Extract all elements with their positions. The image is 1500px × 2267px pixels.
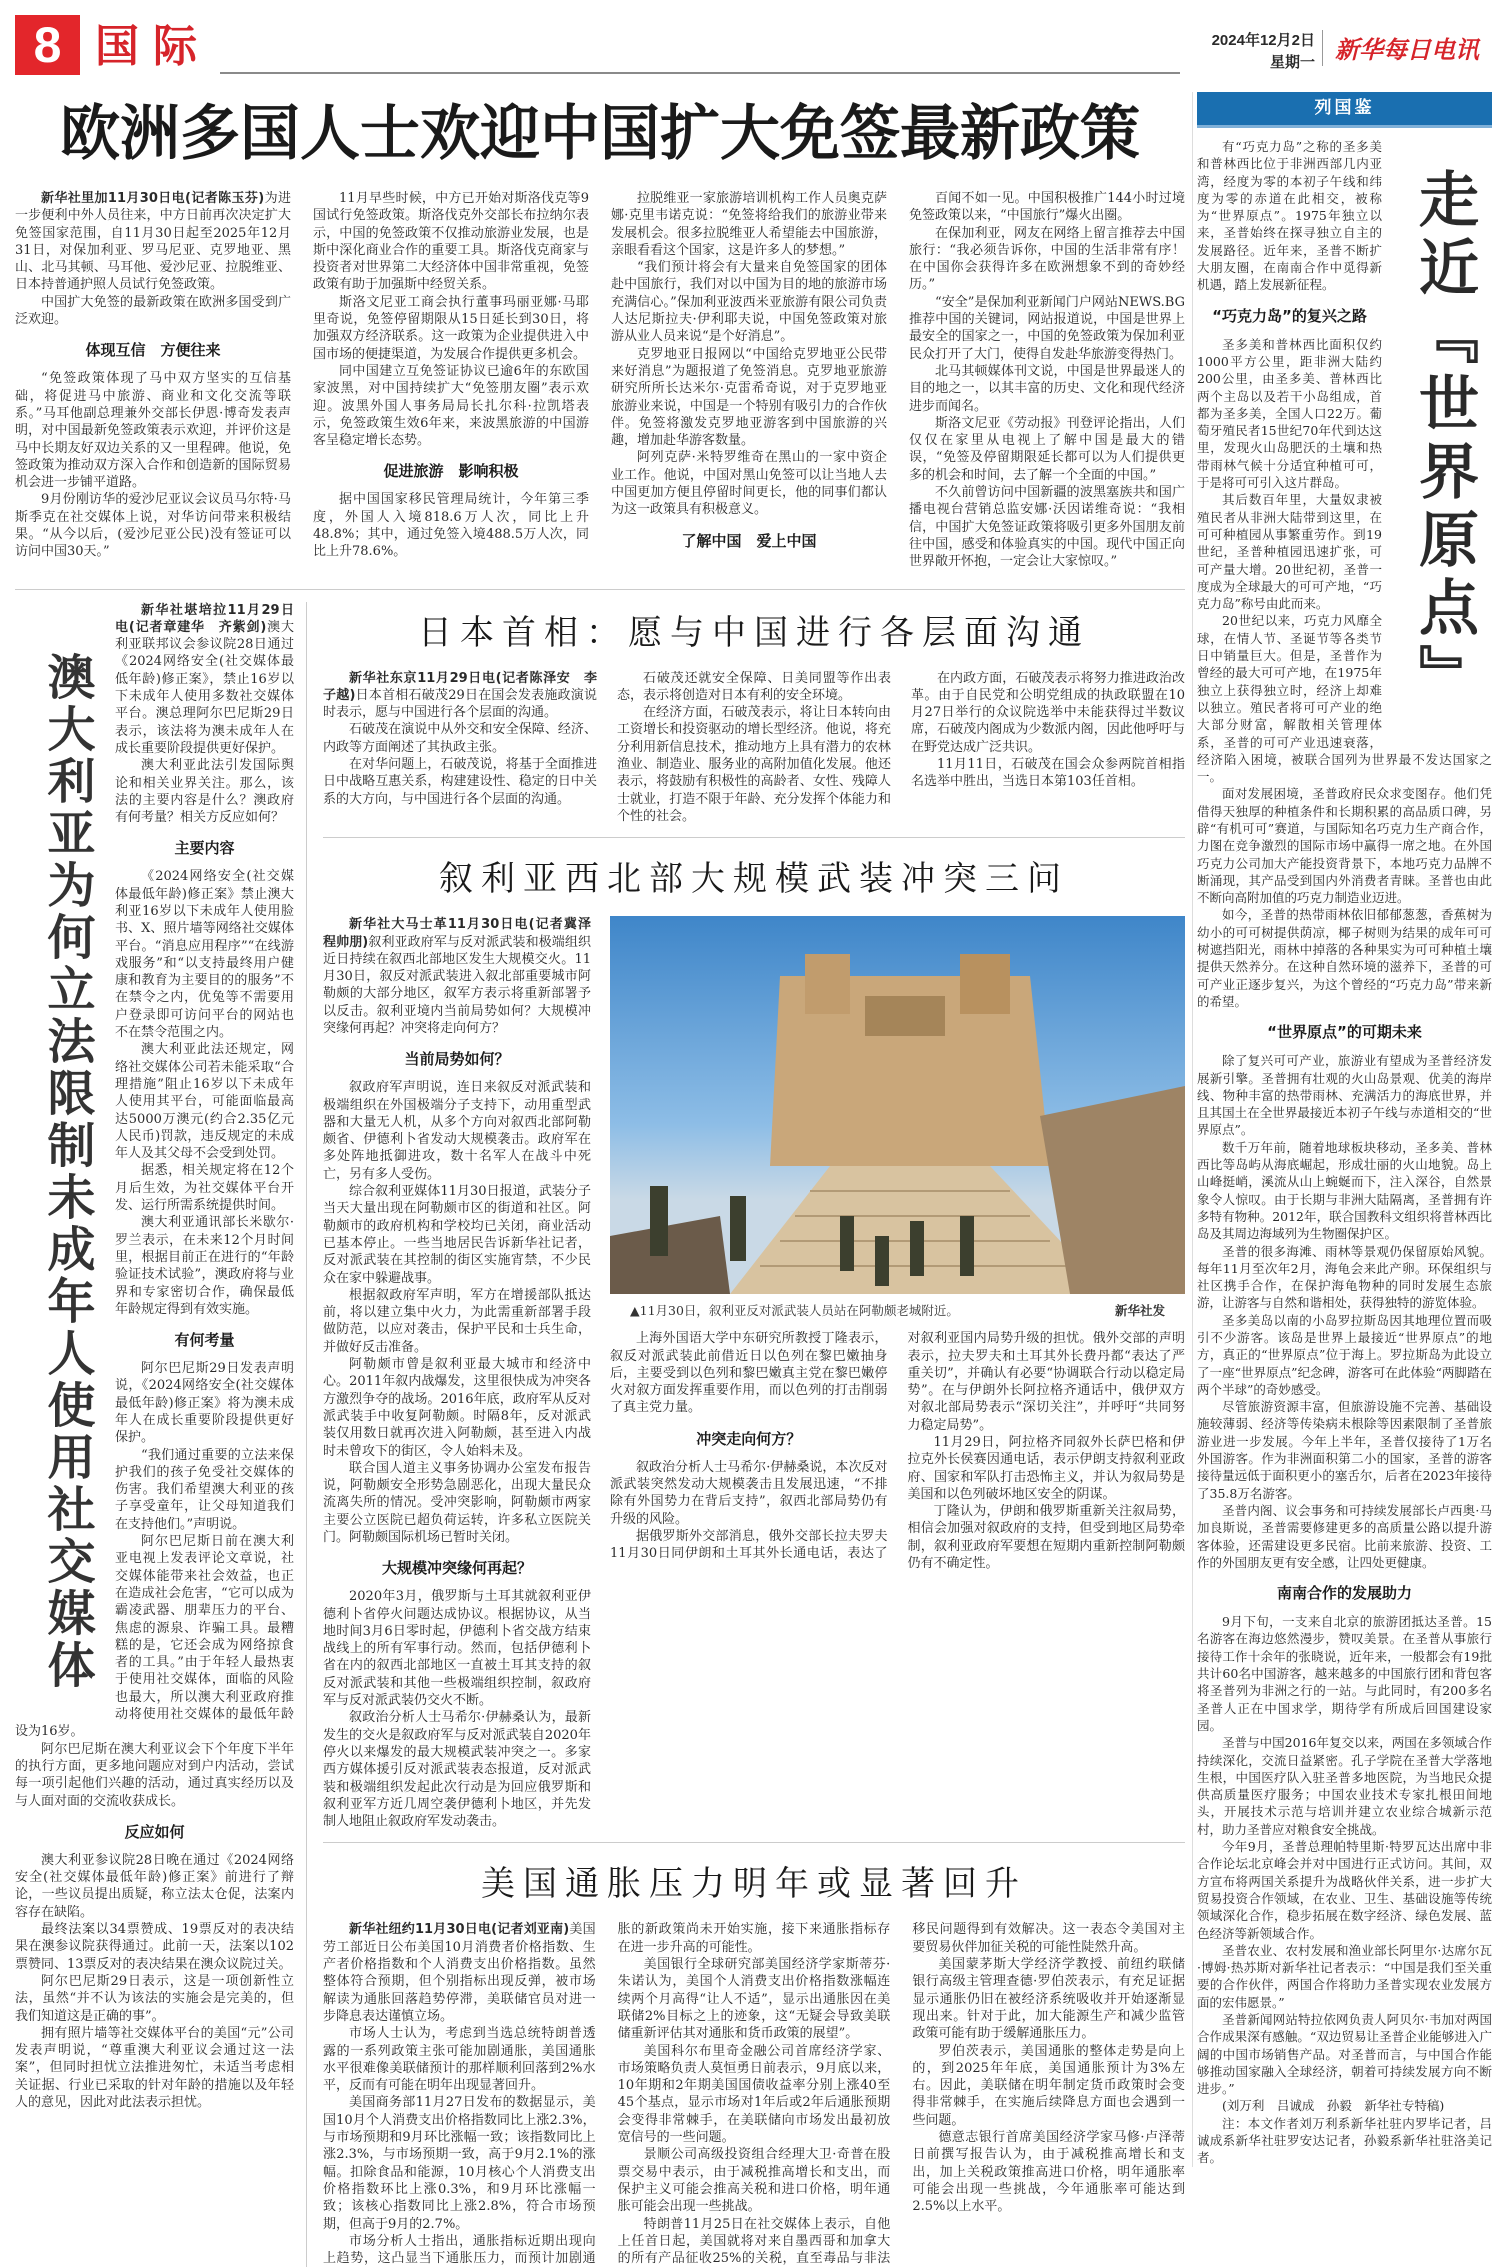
subheading: 冲突走向何方？ — [696, 1429, 802, 1448]
paragraph-text: 罗伯茨表示，美国通胀的整体走势是向上的，到2025年年底，美国通胀预计为3%左右。因此，美联储在明年制定货币政策时会变得非常棘手，在实施后续降息方面也会遇到一些问题。 — [912, 2043, 1185, 2128]
photo-illustration — [610, 916, 1185, 1294]
paragraph — [909, 363, 1185, 415]
paragraph — [1197, 906, 1492, 1010]
paragraph-text: 美国商务部11月27日发布的数据显示，美国10月个人消费支出价格指数同比上涨2.3%，与市场预期和9月环比涨幅一致；该指数同比上涨2.3%，与市场预期一致，高于9月2.1%的涨幅。扣除食品和能源，10月核心个人消费支出价格指数环比上涨0.3%，和9月环比涨幅一致；该核心指数同比上涨2.8%，符合市场预期，但高于9月的2.7%。 — [323, 2095, 596, 2232]
section-title: 国际 — [95, 21, 211, 72]
paragraph — [618, 1956, 891, 2042]
subheading: 主要内容 — [174, 839, 235, 858]
paragraph — [15, 294, 291, 329]
paragraph — [15, 1921, 294, 1973]
syria-article-body — [323, 916, 605, 1830]
paragraph-text: 圣普内阁、议会事务和可持续发展部长卢西奥·马加良斯说，圣普需要修建更多的高质量公路以提升游客体验，还需建设更多民宿。比前来旅游、投资、工作的外国朋友更有安全感，让四处更健康。 — [1197, 1502, 1492, 1570]
paragraph-text: 美国科尔布里奇金融公司首席经济学家、市场策略负责人莫恒勇日前表示，9月底以来，10年期和2年期美国国债收益率分别上涨40至45个基点，显示市场对1年后或2年后通胀预期会变得非常棘手，在美联储向市场发出最初放宽信号的一些问题。 — [617, 2043, 891, 2146]
issue-date — [1195, 30, 1315, 74]
dateline: 新华社东京11月29日电(记者陈泽安 李子越) — [323, 670, 597, 703]
paragraph — [15, 1741, 294, 1810]
paragraph — [912, 1956, 1185, 2042]
paragraph-text: 斯洛文尼亚工商会执行董事玛丽亚娜·马耶里奇说，免签停留期限从15日延长到30日，将加强双方经济联系。这一政策为企业提供进入中国市场的便捷渠道，为发展合作提供更多机会。 — [313, 294, 589, 362]
australia-headline: 澳大利亚为何立法限制未成年人使用社交媒体 — [39, 651, 95, 1692]
paragraph-text: 阿勒颇市曾是叙利亚最大城市和经济中心。2011年叙内战爆发，这里很快成为冲突各方激烈争夺的战场。2016年底，政府军从反对派武装手中收复阿勒颇。时隔8年，反对派武装仅用数日就再次进入阿勒颇，甚至进入内战时未曾攻下的街区，令人始料未及。 — [323, 1357, 591, 1459]
europe-article-body — [15, 190, 1185, 571]
paragraph-text: 上海外国语大学中东研究所教授丁隆表示，叙反对派武装此前借近日以色列在黎巴嫩抽身后，主要受到以色列和黎巴嫩真主党在黎巴嫩停火对叙方面发挥重要作用，而以色列的打击削弱了真主党力量。 — [610, 1331, 888, 1416]
paragraph-text: 德意志银行首席美国经济学家马修·卢泽蒂日前撰写报告认为，由于减税推高增长和支出，加上关税政策推高进口价格，明年通胀率可能会出现一些挑战，今年通胀率可能达到2.5%以上水平。 — [912, 2130, 1185, 2215]
paragraph — [1197, 1312, 1492, 1398]
right-news-stack — [307, 602, 1185, 2267]
paragraph — [1197, 1734, 1492, 1838]
paragraph-text: 日本首相石破茂29日在国会发表施政演说时表示，愿与中国进行各个层面的沟通。 — [323, 687, 597, 721]
newspaper-logo: 新华每日电讯 — [1335, 35, 1479, 64]
paragraph-text: 美国劳工部近日公布美国10月消费者价格指数、生产者价格指数和个人消费支出价格指数。虽然整体符合预期，但个别指标出现反弹，被市场解读为通胀回落趋势停滞，美联储官员对进一步降息表达谨慎立场。 — [323, 1922, 596, 2024]
japan-article-body — [323, 670, 1185, 839]
paragraph — [323, 721, 597, 756]
paragraph — [610, 1459, 888, 1528]
feature-column — [1192, 92, 1492, 2167]
date-text: 2024年12月2日 — [1211, 32, 1315, 49]
paragraph — [1197, 785, 1492, 906]
feature-article — [1197, 138, 1492, 2167]
paragraph — [617, 704, 891, 825]
paragraph-text: 9月份刚访华的爱沙尼亚议会议员马尔特·马斯季克在社交媒体上说，对华访问带来积极结果。“从今以后，(爱沙尼亚公民)没有签证可以访问中国30天。” — [15, 492, 291, 560]
paragraph-text: 不久前曾访问中国新疆的波黑塞族共和国广播电视台营销总监安娜·沃因诺维奇说：“我相信，中国扩大免签证政策将吸引更多外国朋友前往中国，感受和体验真实的中国。现代中国正向世界敞开怀抱，一定会让大家惊叹。” — [909, 485, 1185, 570]
paragraph-text: 克罗地亚日报网以“中国给克罗地亚公民带来好消息”为题报道了免签消息。克罗地亚旅游研究所所长达米尔·克雷希奇说，对于克罗地亚旅游业来说，中国是一个特别有吸引力的合作伙伴。免签将激发克罗地亚游客到中国旅游的兴趣，增加赴华游客数量。 — [611, 346, 887, 449]
paragraph — [313, 491, 589, 560]
paragraph — [313, 190, 589, 294]
paragraph — [611, 346, 887, 450]
paragraph — [1197, 1613, 1492, 1734]
paragraph-text: 有“巧克力岛”之称的圣多美和普林西比位于非洲西部几内亚湾，经度为零的本初子午线和纬度为零的赤道在此相交，被称为“世界原点”。1975年独立以来，圣普始终在探寻独立自主的发展路径。近年来，圣普不断扩大朋友圈，在南南合作中觅得新机遇，踏上发展新征程。 — [1197, 139, 1382, 293]
paragraph-text: 中国扩大免签的最新政策在欧洲多国受到广泛欢迎。 — [15, 294, 291, 328]
paragraph-text: 最终法案以34票赞成、19票反对的表决结果在澳参议院获得通过。此前一天，法案以102票赞同、13票反对的表决结果在澳众议院过关。 — [15, 1922, 294, 1972]
paragraph — [323, 1709, 591, 1830]
subheading: 反应如何 — [124, 1822, 185, 1841]
paragraph — [15, 190, 291, 294]
paragraph — [617, 670, 891, 705]
paragraph-text: 景顺公司高级投资组合经理大卫·奇普在股票交易中表示，由于减税推高增长和支出，而保护主义可能会推高关税和进口价格，明年通胀可能会出现一些挑战。 — [617, 2147, 891, 2215]
paragraph-text: 11月11日，石破茂在国会众参两院首相指名选举中胜出，当选日本第103任首相。 — [911, 757, 1185, 790]
paragraph-text: 拥有照片墙等社交媒体平台的美国“元”公司发表声明说，“尊重澳大利亚议会通过这一法案”，但同时担忧立法推进匆忙，未适当考虑相关证据、行业已采取的针对年龄的措施以及年轻人的意见，因此对此法表示担忧。 — [15, 2025, 294, 2110]
page-number: 8 — [15, 15, 80, 75]
syria-headline: 叙利亚西北部大规模武装冲突三问 — [439, 859, 1069, 900]
subheading: 大规模冲突缘何再起？ — [381, 1559, 532, 1578]
paragraph — [908, 1503, 1186, 1572]
paragraph-text: 圣多美岛以南的小岛罗拉斯岛因其地理位置而吸引不少游客。该岛是世界上最接近“世界原点”的地方，真正的“世界原点”位于海上。罗拉斯岛为此设立了一座“世界原点”纪念碑，游客可在此体验“两脚踏在两个半球”的奇妙感受。 — [1197, 1312, 1492, 1397]
paragraph — [323, 1287, 591, 1356]
photo-credit: 新华社发 — [1114, 1303, 1165, 1319]
paragraph — [15, 2025, 294, 2111]
paragraph-text: 11月29日，阿拉格齐同叙外长萨巴格和伊拉克外长侯赛因通电话，表示伊朗支持叙利亚政府、国家和军队打击恐怖主义，并认为叙局势是美国和以色列破坏地区安全的阴谋。 — [907, 1434, 1185, 1502]
paragraph — [618, 2043, 891, 2147]
paragraph-text: 9月下旬，一支来自北京的旅游团抵达圣普。15名游客在海边悠然漫步，赞叹美景。在圣普从事旅行接待工作十余年的张晓说，近年来，一般都会有19批共计60名中国游客，越来越多的中国旅行团和背包客将圣普列为非洲之行的一站。与此同时，有200多名圣普人正在中国求学，期待学有所成后回国建设家园。 — [1197, 1614, 1492, 1733]
paragraph — [908, 1434, 1186, 1503]
paragraph-text: 斯洛文尼亚《劳动报》刊登评论指出，人们仅仅在家里从电视上了解中国是最大的错误，“免签及停留期限延长都可以为人们提供更多的机会和时间，去了解一个全面的中国。” — [909, 415, 1185, 483]
paragraph — [909, 225, 1185, 294]
paragraph — [909, 294, 1185, 363]
paragraph — [1197, 2011, 1492, 2097]
paragraph-text: 据俄罗斯外交部消息，俄外交部长拉夫罗夫11月30日同伊朗和土耳其外长通电话，表达了对叙利亚国内局势升级的担忧。俄外交部的声明表示，拉夫罗夫和土耳其外长费丹都“表达了严重关切”，并确认有必要“协调联合行动以稳定局势”。在与伊朗外长阿拉格齐通话中，俄伊双方对叙北部局势表示“深切关注”，并呼吁“共同努力稳定局势”。 — [610, 1331, 1185, 1562]
paragraph-text: 北马其顿媒体刊文说，中国是世界最迷人的目的地之一，以其丰富的历史、文化和现代经济进步而闻名。 — [909, 363, 1185, 414]
paragraph-text: 尽管旅游资源丰富，但旅游设施不完善、基础设施较薄弱、经济等传染病未根除等因素限制了圣普旅游业进一步发展。今年上半年，圣普仅接待了1万名外国游客。作为非洲面积第二小的国家，圣普的游客接待量远低于面积更小的塞舌尔，后者在2023年接待了35.8万名游客。 — [1197, 1399, 1492, 1501]
us-inflation-article-body — [323, 1921, 1185, 2267]
paragraph-text: 联合国人道主义事务协调办公室发布报告说，阿勒颇安全形势急剧恶化，出现大量民众流离失所的情况。受冲突影响，阿勒颇市两家主要公立医院已超负荷运转，许多私立医院关门。阿勒颇国际机场已暂时关闭。 — [323, 1460, 591, 1545]
paragraph-text: 其后数百年里，大量奴隶被殖民者从非洲大陆带到这里，在可可种植园从事繁重劳作。到19世纪，圣普种植园迅速扩张，可可产量大增。20世纪初，圣普一度成为全球最大的可可产地，“巧克力岛”称号由此而来。 — [1197, 492, 1382, 612]
paragraph — [323, 2094, 596, 2232]
paragraph — [1197, 1502, 1492, 1571]
paragraph — [323, 1460, 591, 1546]
feature-headline: 走近『世界原点』 — [1409, 168, 1479, 712]
europe-headline: 欧洲多国人士欢迎中国扩大免签最新政策 — [60, 99, 1140, 169]
paragraph-text: 除了复兴可可产业，旅游业有望成为圣普经济发展新引擎。圣普拥有壮观的火山岛景观、优美的海岸线、物种丰富的热带雨林、充满活力的海底世界，并且其国土在全世界最接近本初子午线与赤道相交的“世界原点”。 — [1197, 1053, 1492, 1138]
paragraph — [1197, 1052, 1492, 1138]
paragraph-text: 数千万年前，随着地球板块移动，圣多美、普林西比等岛屿从海底崛起，形成壮丽的火山地貌。岛上山峰挺峭，溪流从山上蜿蜒而下，注入深谷，自然景象令人惊叹。由于长期与非洲大陆隔离，圣普拥有许多特有物种。2012年，联合国教科文组织将普林西比岛及其周边海域列为生物圈保护区。 — [1197, 1139, 1492, 1242]
subheading: 体现互信 方便往来 — [85, 341, 221, 360]
paragraph-text: 特朗普11月25日在社交媒体上表示，自他上任首日起，美国就将对来自墨西哥和加拿大的所有产品征收25%的关税，直至毒品与非法移民问题得到有效解决。这一表态令美国对主要贸易伙伴加征关税的可能性陡然升高。 — [617, 1922, 1185, 2267]
paragraph-text: 阿尔巴尼斯29日表示，这是一项创新性立法，虽然“并不认为该法的实施会是完美的，但我们知道这是正确的事”。 — [15, 1973, 294, 2024]
paragraph-text: 美国蒙茅斯大学经济学教授、前纽约联储银行高级主管理查德·罗伯茨表示，有充足证据显示通胀仍旧在被经济系统吸收并开始逐渐显现出来。针对于此，加大能源生产和减少监管政策可能有助于缓解通胀压力。 — [912, 1957, 1185, 2042]
paragraph — [323, 1079, 591, 1183]
paragraph — [323, 756, 597, 808]
paragraph-text: 澳大利亚此法还规定，网络社交媒体公司若未能采取“合理措施”阻止16岁以下未成年人使用其平台，可能面临最高达5000万澳元(约合2.35亿元人民币)罚款，违反规定的未成年人及其父母不会受到处罚。 — [115, 1042, 294, 1162]
paragraph-text: 11月早些时候，中方已开始对斯洛伐克等9国试行免签政策。斯洛伐克外交部长布拉纳尔表示，中国的免签政策不仅推动旅游业发展，也是斯中深化商业合作的重要工具。斯洛伐克商家与投资者对世界第二大经济体中国非常重视，免签政策有助于加强斯中经贸关系。 — [313, 191, 589, 293]
paragraph-text: 百闻不如一见。中国积极推广144小时过境免签政策以来，“中国旅行”爆火出圈。 — [909, 191, 1185, 224]
paragraph-text: 在保加利亚，网友在网络上留言推荐去中国旅行：“我必须告诉你，中国的生活非常有序！在中国你会获得许多在欧洲想象不到的奇妙经历。” — [909, 225, 1185, 293]
paragraph-text: 圣普农业、农村发展和渔业部长阿里尔·达席尔瓦·博姆·热苏斯对新华社记者表示：“中国是我们至关重要的合作伙伴，两国合作将助力圣普实现农业发展方面的宏伟愿景。” — [1197, 1942, 1492, 2010]
paragraph — [1197, 1243, 1492, 1312]
paragraph — [323, 1588, 591, 1709]
paragraph — [611, 449, 887, 518]
paragraph-text: 叙政治分析人士马希尔·伊赫桑认为，最新发生的交火是叙政府军与反对派武装自2020年停火以来爆发的最大规模武装冲突之一。多家西方媒体援引反对派武装表态报道，反对派武装和极端组织发起此次行动是为回应俄罗斯和叙利亚军方近几周空袭伊德利卜地区，并先发制人地阻止叙政府军发动袭击。 — [323, 1710, 591, 1830]
paragraph — [912, 2043, 1185, 2129]
main-news-area — [15, 92, 1185, 2267]
paragraph — [15, 1852, 294, 1921]
paragraph-text: 在对华问题上，石破茂说，将基于全面推进日中战略互惠关系，构建建设性、稳定的日中关系的大方向，与中国进行各个层面的沟通。 — [323, 757, 597, 807]
paragraph — [618, 2146, 891, 2215]
japan-headline: 日本首相：愿与中国进行各层面沟通 — [418, 612, 1090, 653]
paragraph-text: 澳大利亚联邦议会参议院28日通过《2024网络安全(社交媒体最低年龄)修正案》，禁止16岁以下未成年人使用多数社交媒体平台。澳总理阿尔巴尼斯29日表示，该法将为澳未成年人在成长重要阶段提供更好保护。 — [115, 619, 294, 756]
aleppo-citadel-photo — [610, 916, 1185, 1294]
paragraph-text: 圣普新闻网站特拉依网负责人阿贝尔·韦加对两国合作成果深有感触。“双边贸易让圣普企业能够进入广阔的中国市场销售产品。对圣普而言，与中国合作能够推动国家融入全球经济，朝着可持续发展方向不断进步。” — [1197, 2011, 1492, 2097]
paragraph-text: 在内政方面，石破茂表示将努力推进政治改革。由于自民党和公明党组成的执政联盟在10月27日举行的众议院选举中未能获得过半数议席，石破茂内阁成为少数派内阁，因此他呼吁与在野党达成广泛共识。 — [911, 670, 1185, 755]
paragraph — [909, 415, 1185, 484]
paragraph-text: “安全”是保加利亚新闻门户网站NEWS.BG推荐中国的关键词，网站报道说，中国是世界上最安全的国家之一，中国的免签政策为保加利亚民众打开了大门，使得自发赴华旅游变得热门。 — [909, 294, 1185, 362]
paragraph-text: 澳大利亚此法引发国际舆论和相关业界关注。那么，该法的主要内容是什么？澳政府有何考量？相关方反应如何？ — [115, 758, 294, 826]
paragraph-text: 如今，圣普的热带雨林依旧郁郁葱葱，香蕉树为幼小的可可树提供荫凉，椰子树则为结果的成年可可树遮挡阳光，雨林中掉落的各种果实为可可种植土壤提供天然养分。在这种自然环境的滋养下，圣普的可可产业正逐步复兴，为这个曾经的“巧克力岛”带来新的希望。 — [1197, 907, 1492, 1009]
paragraph-text: 《2024网络安全(社交媒体最低年龄)修正案》禁止澳大利亚16岁以下未成年人使用脸书、X、照片墙等网络社交媒体平台。“消息应用程序”“在线游戏服务”和“以支持最终用户健康和教育为主要目的的服务”不在禁令之内，优兔等不需要用户登录即可访问平台的网站也不在禁令范围之内。 — [115, 869, 294, 1041]
paragraph — [1197, 1838, 1492, 1942]
dateline: 新华社堪培拉11月29日电(记者章建华 齐紫剑) — [115, 602, 294, 635]
paragraph — [323, 1356, 591, 1460]
paragraph-text: 阿尔巴尼斯在澳大利亚议会下个年度下半年的执行方面，更多地问题应对到户内活动，尝试每一项引起他们兴趣的活动，通过真实经历以及与人面对面的交流收获成长。 — [15, 1741, 294, 1809]
caption-text: ▲11月30日，叙利亚反对派武装人员站在阿勒颇老城附近。 — [630, 1303, 959, 1319]
subheading: 有何考量 — [174, 1331, 235, 1350]
dateline: 新华社大马士革11月30日电(记者冀泽 程帅朋) — [323, 917, 605, 950]
paragraph-text: 圣普的很多海滩、雨林等景观仍保留原始风貌。每年11月至次年2月，海龟会来此产卵。环保组织与社区携手合作，在保护海龟物种的同时发展生态旅游，让游客与自然和谐相处，获得独特的游览体验。 — [1197, 1243, 1492, 1311]
paragraph-text: “我们预计将会有大量来自免签国家的团体赴中国旅行，我们对以中国为目的地的旅游市场充满信心。”保加利亚波西米亚旅游有限公司负责人达尼斯拉夫·伊利耶夫说，中国免签政策对旅游从业人员来说“是个好消息”。 — [611, 260, 887, 345]
paragraph-text: 同中国建立互免签证协议已逾6年的东欧国家波黑，对中国持续扩大“免签朋友圈”表示欢迎。波黑外国人事务局局长扎尔科·拉凯塔表示，免签政策生效6年来，来波黑旅游的中国游客呈稳定增长态势。 — [313, 363, 589, 449]
paragraph-text: 据悉，相关规定将在12个月后生效，为社交媒体平台开发、运行所需系统提供时间。 — [115, 1163, 294, 1214]
paragraph — [313, 363, 589, 449]
paragraph — [15, 370, 291, 491]
paragraph-text: 阿列克萨·米特罗维奇在黑山的一家中资企业工作。他说，中国对黑山免签可以让当地人去中国更加方便且停留时间更长，他的同事们都认为这一政策具有积极意义。 — [611, 450, 887, 518]
paragraph — [610, 1330, 888, 1416]
subheading: 促进旅游 影响积极 — [383, 462, 519, 481]
paragraph-text: 阿尔巴尼斯29日发表声明说，《2024网络安全(社交媒体最低年龄)修正案》将为澳未成年人在成长重要阶段提供更好保护。 — [115, 1361, 294, 1446]
paragraph — [911, 670, 1185, 756]
paragraph-text: 石破茂在演说中从外交和安全保障、经济、内政等方面阐述了其执政主张。 — [323, 722, 597, 755]
paragraph-text: 20世纪以来，巧克力风靡全球，在情人节、圣诞节等各类节日中销量巨大。但是，圣普作为曾经的最大可可产地，在1975年独立上获得独立时，经济上却难以独立。殖民者将可可产业的绝大部分财富，解散相关管理体系，圣普的可可产业迅速衰落，经济陷入困境，被联合国列为世界最不发达国家之一。 — [1197, 613, 1492, 785]
paragraph-text: 澳大利亚通讯部长米歇尔·罗兰表示，在未来12个月时间里，根据目前正在进行的“年龄验证技术试验”，澳政府将与业界和专家密切合作，确保最低年龄规定得到有效实施。 — [115, 1215, 294, 1317]
subheading: 南南合作的发展助力 — [1276, 1584, 1412, 1603]
paragraph-text: 在经济方面，石破茂表示，将让日本转向由工资增长和投资驱动的增长型经济。他说，将充分利用新信息技术，推动地方上具有潜力的农林渔业、制造业、服务业的高附加值化发展。他还表示，将鼓励有积极性的高龄者、女性、残障人士就业，打造不限于年龄、充分发挥个体能力和个性的社会。 — [617, 705, 891, 824]
subheading: “巧克力岛”的复兴之路 — [1212, 306, 1367, 325]
syria-photo-and-continuation — [610, 916, 1185, 1830]
paragraph-text: 2020年3月，俄罗斯与土耳其就叙利亚伊德利卜省停火问题达成协议。根据协议，从当地时间3月6日零时起，伊德利卜省交战方结束战线上的所有军事行动。然而，包括伊德利卜省在内的叙西北部地区一直被土耳其支持的叙反对派武装和其他一些极端组织控制，叙政府军与反对派武装仍交火不断。 — [323, 1589, 591, 1709]
paragraph-text: 市场人士认为，考虑到当选总统特朗普透露的一系列政策主张可能加剧通胀，美国通胀水平很难像美联储预计的那样顺利回落到2%水平，反而有可能在明年出现显著回升。 — [323, 2026, 596, 2094]
paragraph-text: 今年9月，圣普总理帕特里斯·特罗瓦达出席中非合作论坛北京峰会并对中国进行正式访问。其间，双方宣布将两国关系提升为战略伙伴关系，进一步扩大贸易投资合作领域，在农业、卫生、基础设施等传统领域深化合作，稳步拓展在数字经济、绿色发展、蓝色经济等新领域合作。 — [1197, 1839, 1492, 1941]
paragraph-text: 综合叙利亚媒体11月30日报道，武装分子当天大量出现在阿勒颇市区的街道和社区。阿勒颇市的政府机构和学校均已关闭，商业活动已基本停止。一些当地居民告诉新华社记者，反对派武装在其控制的街区实施宵禁，不少民众在家中躲避战事。 — [323, 1184, 591, 1286]
subheading: 了解中国 爱上中国 — [681, 531, 817, 550]
paragraph — [909, 190, 1185, 225]
paragraph — [611, 259, 887, 345]
australia-article — [15, 602, 307, 2267]
paragraph — [313, 294, 589, 363]
column-banner: 列国鉴 — [1197, 92, 1492, 128]
dateline: 新华社里加11月30日电(记者陈玉芬) — [41, 191, 265, 206]
paragraph — [1197, 1139, 1492, 1243]
paragraph-text: 澳大利亚参议院28日晚在通过《2024网络安全(社交媒体最低年龄)修正案》前进行了辩论，一些议员提出质疑，称立法太仓促，法案内容存在缺陷。 — [15, 1852, 294, 1920]
paragraph — [912, 2129, 1185, 2215]
paragraph-text: 叙政府军声明说，连日来叙反对派武装和极端组织在外国极端分子支持下，动用重型武器和大量无人机，从多个方向对叙西北部阿勒颇省、伊德利卜省发动大规模袭击。政府军在多处阵地抵御进攻，数十名军人在战斗中死亡，另有多人受伤。 — [323, 1080, 591, 1182]
paragraph — [1197, 1942, 1492, 2011]
paragraph — [323, 916, 605, 1037]
us-inflation-headline: 美国通胀压力明年或显著回升 — [481, 1864, 1027, 1905]
subheading: “世界原点”的可期未来 — [1267, 1023, 1422, 1042]
paragraph-text: 圣多美和普林西比面积仅约1000平方公里，距非洲大陆约200公里，由圣多美、普林西比两个主岛以及若干小岛组成，首都为圣多美，全国人口22万。葡萄牙殖民者15世纪70年代到达这里，发现火山岛肥沃的土壤和热带雨林气候十分适宜种植可可，于是将可可引入这片群岛。 — [1197, 336, 1382, 491]
paragraph-text: “免签政策体现了马中双方坚实的互信基础，将促进马中旅游、商业和文化交流等联系。”马耳他副总理兼外交部长伊恩·博奇发表声明，对中国最新免签政策表示欢迎，并评价这是马中长期友好双边关系的又一里程碑。他说，免签政策为推动双方深入合作和创造新的国际贸易机会进一步铺平道路。 — [15, 371, 291, 491]
subheading: 当前局势如何？ — [404, 1050, 510, 1069]
paragraph-text: 叙政治分析人士马希尔·伊赫桑说，本次反对派武装突然发动大规模袭击且发展迅速，“不排除有外国势力在背后支持”，叙西北部局势仍有升级的风险。 — [610, 1459, 888, 1527]
paragraph-text: 美国银行全球研究部美国经济学家斯蒂芬·朱诺认为，美国个人消费支出价格指数涨幅连续两个月高得“让人不适”，显示出通胀因在美联储2%目标之上的迹象，这“无疑会导致美联储重新评估其对通胀和货币政策的展望”。 — [617, 1957, 891, 2042]
paragraph — [611, 190, 887, 259]
lower-news-row — [15, 589, 1185, 2267]
paragraph-text: 石破茂还就安全保障、日美同盟等作出表态，表示将创造对日本有利的安全环境。 — [617, 670, 891, 703]
paragraph-text: 圣普与中国2016年复交以来，两国在多领域合作持续深化，交流日益紧密。孔子学院在圣普大学落地生根，中国医疗队入驻圣普多地医院，为当地民众提供高质量医疗服务；中国农业技术专家扎根田间地头，开展技术示范与培训并建立农业综合城新示范村，助力圣普应对粮食安全挑战。 — [1197, 1735, 1492, 1837]
paragraph-text: 面对发展困境，圣普政府民众求变图存。他们凭借得天独厚的种植条件和长期积累的高品质口碑，另辟“有机可可”赛道，与国际知名巧克力生产商合作，力图在竞争激烈的国际市场中赢得一席之地。在外国巧克力公司加大产能投资背景下，本地巧克力品牌不断涌现，其产品受到国内外消费者青睐。圣普也由此不断向高附加值的巧克力制造业迈进。 — [1197, 786, 1492, 906]
paragraph-text: 阿尔巴尼斯日前在澳大利亚电视上发表评论文章说，社交媒体能带来社会效益，也正在造成社会危害，“它可以成为霸凌武器、朋辈压力的平台、焦虑的源泉、诈骗工具。最糟糕的是，它还会成为网络掠食者的工具。”由于年轻人最热衷于使用社交媒体，面临的风险也最大，所以澳大利亚政府推动将使用社交媒体的最低年龄设为16岁。 — [15, 1534, 294, 1740]
paragraph — [323, 1921, 596, 2025]
paragraph-text: 叙利亚政府军与反对派武装和极端组织近日持续在叙西北部地区发生大规模交火。11月30日，叙反对派武装进入叙北部重要城市阿勒颇的大部分地区，叙军方表示将重新部署予以反击。叙利亚境内当前局势如何？大规模冲突缘何再起？冲突将走向何方？ — [323, 934, 591, 1036]
paragraph — [15, 491, 291, 560]
paragraph-text: 据中国国家移民管理局统计，今年第三季度，外国人入境818.6万人次，同比上升48.8%；其中，通过免签入境488.5万人次，同比上升78.6%。 — [313, 492, 589, 560]
paragraph — [909, 484, 1185, 570]
paragraph-text: “我们通过重要的立法来保护我们的孩子免受社交媒体的伤害。我们希望澳大利亚的孩子享受童年，让父母知道我们在支持他们。”声明说。 — [115, 1447, 294, 1532]
paragraph-text: 拉脱维亚一家旅游培训机构工作人员奥克萨娜·克里韦诺克说：“免签将给我们的旅游业带来发展机会。很多拉脱维亚人希望能去中国旅游，亲眼看看这个国家，这是许多人的梦想。” — [611, 191, 887, 258]
byline: (刘万利 吕诚成 孙毅 新华社专特稿) — [1222, 2098, 1445, 2114]
paragraph-text: 根据叙政府军声明，军方在增援部队抵达前，将以建立集中火力，为此需重新部署手段做防范，以应对袭击，保护平民和士兵生命，并做好反击准备。 — [323, 1287, 591, 1355]
weekday-text: 星期一 — [1269, 54, 1315, 71]
paragraph-text: 为进一步便利中外人员往来，中方日前再次决定扩大免签国家范围，自11月30日起至2025年12月31日，对保加利亚、罗马尼亚、克罗地亚、黑山、北马其顿、马耳他、爱沙尼亚、拉脱维亚、日本持普通护照人员试行免签政策。 — [15, 191, 291, 293]
dateline: 新华社纽约11月30日电(记者刘亚南) — [349, 1922, 570, 1938]
paragraph — [323, 2025, 596, 2094]
header-rule — [220, 72, 1180, 74]
paragraph-text: 市场分析人士指出，通胀指标近期出现向上趋势，这凸显当下通胀压力，而预计加剧通胀的新政策尚未开始实施，接下来通胀指标存在进一步升高的可能性。 — [323, 1922, 891, 2267]
syria-article — [323, 916, 1185, 1843]
paragraph — [323, 1183, 591, 1287]
header-divider — [1322, 30, 1323, 66]
paragraph — [1197, 1398, 1492, 1502]
syria-article-body-continued — [610, 1330, 1185, 1572]
author-note: 注：本文作者刘万利系新华社驻内罗毕记者，吕诚成系新华社驻罗安达记者，孙毅系新华社驻洛美记者。 — [1197, 2115, 1492, 2166]
photo-caption — [610, 1302, 1185, 1320]
paragraph-text: 丁隆认为，伊朗和俄罗斯重新关注叙局势，相信会加强对叙政府的支持，但受到地区局势牵制，叙利亚政府军要想在短期内重新控制阿勒颇仍有不确定性。 — [907, 1504, 1185, 1572]
paragraph — [323, 670, 597, 722]
paragraph — [15, 1973, 294, 2025]
paragraph — [911, 756, 1185, 791]
